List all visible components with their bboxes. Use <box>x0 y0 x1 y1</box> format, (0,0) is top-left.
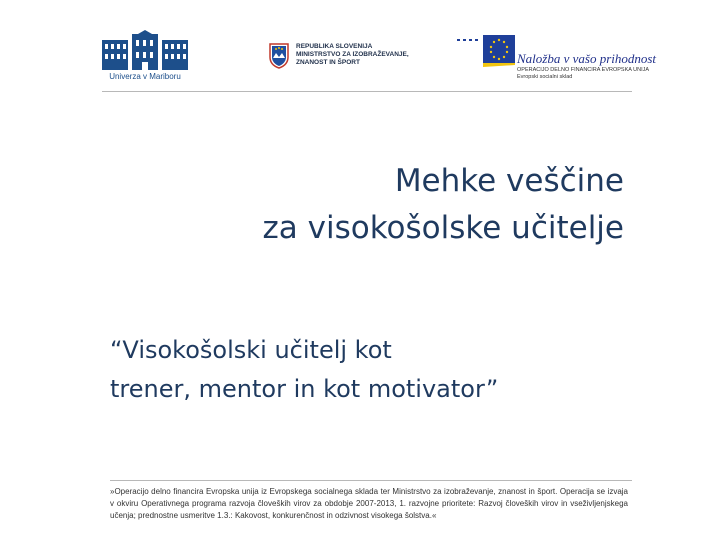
eu-slogan: Naložba v vašo prihodnost <box>517 51 657 66</box>
ministry-line-3: ZNANOST IN ŠPORT <box>296 59 360 66</box>
ministry-name <box>296 43 409 67</box>
footer-divider <box>110 480 632 481</box>
university-building-icon <box>102 30 188 72</box>
header-divider <box>102 91 632 92</box>
ministry-line-2: MINISTRSTVO ZA IZOBRAŽEVANJE, <box>296 51 409 58</box>
subtitle-line-1: “Visokošolski učitelj kot <box>110 336 392 364</box>
ministry-logo <box>268 43 428 81</box>
eu-caption <box>517 67 649 80</box>
eu-logo <box>455 33 657 85</box>
logo-bar <box>0 0 720 100</box>
university-caption: Univerza v Mariboru <box>109 72 181 81</box>
eu-caption-line-2: Evropski socialni sklad <box>517 73 573 80</box>
title-line-1: Mehke veščine <box>394 163 624 199</box>
slide-subtitle <box>110 331 670 409</box>
eu-caption-line-1: OPERACIJO DELNO FINANCIRA EVROPSKA UNIJA <box>517 67 650 73</box>
eu-flag-icon <box>455 33 517 67</box>
title-line-2: za visokošolske učitelje <box>262 210 624 246</box>
slovenia-coat-of-arms-icon <box>268 43 290 69</box>
slide-title <box>263 158 625 252</box>
subtitle-line-2: trener, mentor in kot motivator” <box>110 375 499 403</box>
university-logo <box>102 30 188 82</box>
ministry-line-1: REPUBLIKA SLOVENIJA <box>296 43 373 50</box>
funding-footnote: »Operacijo delno financira Evropska unija iz Evropskega socialnega sklada ter Ministrstvo za izobraževanje, znanost in šport. Operacija se izvaja v okviru Operativnega programa razvoja človeških virov za obdobje 2007-2013, 1. razvojne prioritete: Razvoj človeških virov in vseživljenjskega učenja; prednostne usmeritve 1.3.: Kakovost, konkurenčnost in odzivnost visokega šolstva.« <box>110 487 628 520</box>
